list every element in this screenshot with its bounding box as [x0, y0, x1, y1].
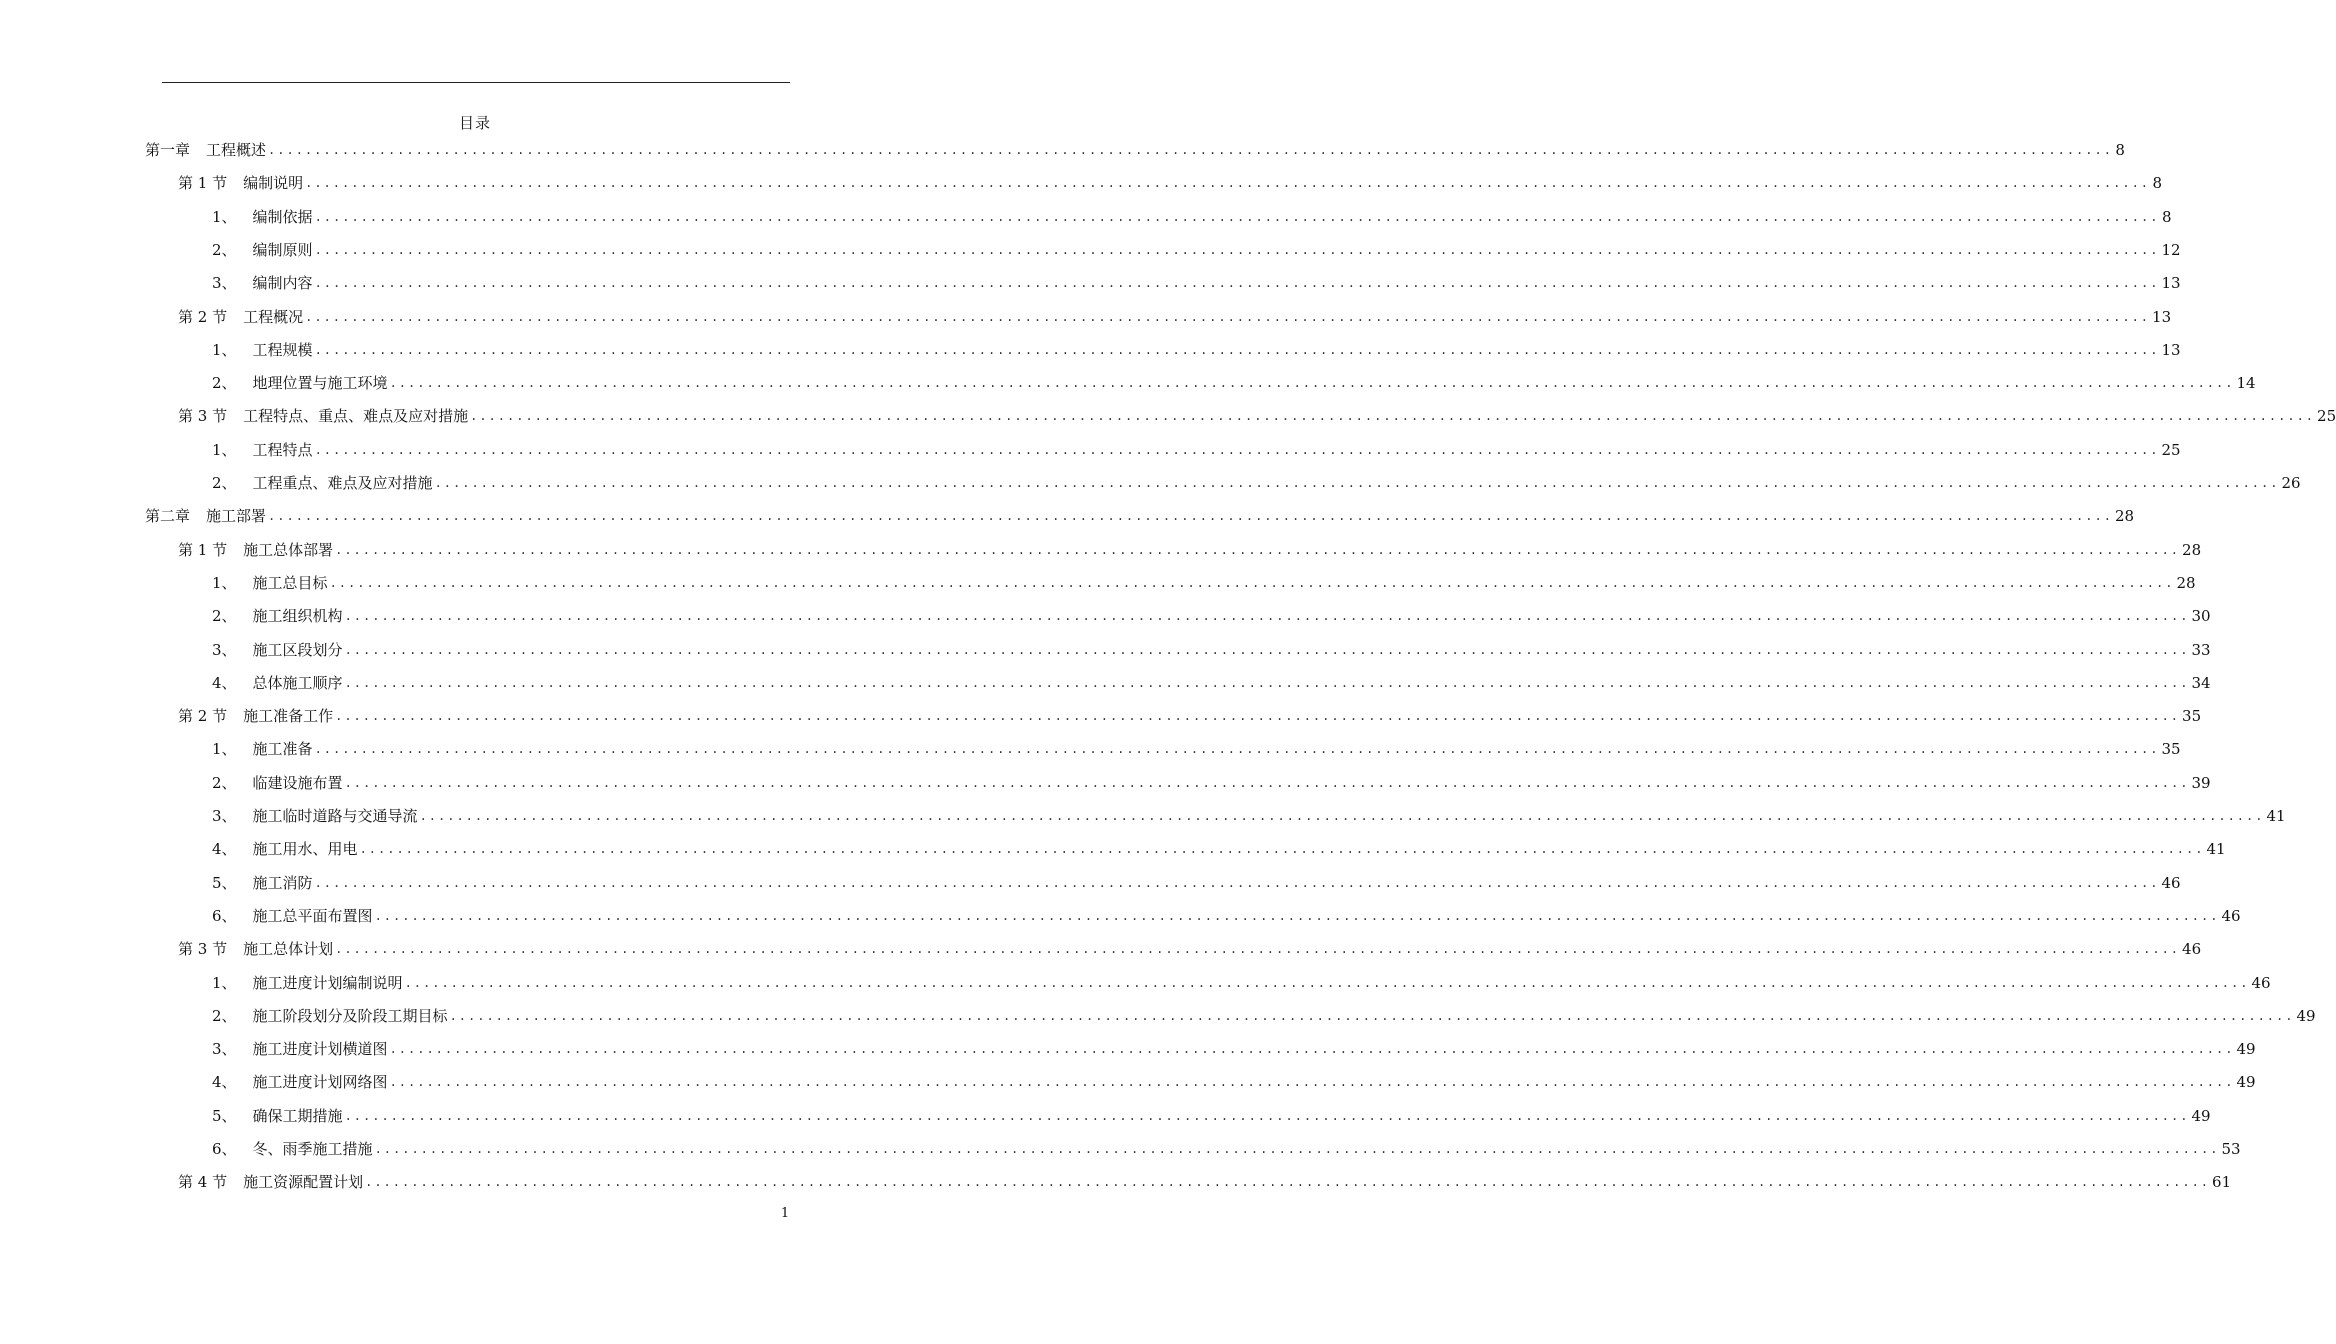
toc-entry-label: [212, 273, 315, 293]
toc-entry[interactable]: [212, 1131, 2241, 1159]
toc-entry-label: [212, 739, 315, 759]
toc-entry-number: 第 3 节: [178, 407, 228, 426]
toc-entry-number: 2、: [212, 374, 237, 393]
dot-leader: ........................................................................................................................................................................................................: [404, 975, 2250, 990]
toc-entry-label: [212, 873, 315, 893]
toc-entry-page: 25: [2161, 440, 2181, 459]
toc-entry-page: 8: [2152, 174, 2163, 193]
toc-entry-text: 确保工期措施: [252, 1106, 343, 1125]
toc-entry-number: 2、: [212, 474, 237, 492]
toc-entry-text: 施工阶段划分及阶段工期目标: [252, 1006, 448, 1025]
toc-entry-label: [212, 240, 315, 260]
toc-entry-number: 1、: [212, 340, 237, 359]
toc-entry[interactable]: [212, 365, 2256, 393]
toc-entry[interactable]: [178, 165, 2163, 193]
toc-entry-label: [178, 307, 305, 327]
toc-entry-text: 施工进度计划网络图: [252, 1073, 388, 1092]
toc-entry[interactable]: [178, 398, 2336, 426]
toc-entry-label: [212, 440, 315, 460]
toc-entry-page: 33: [2191, 640, 2211, 659]
toc-entry-number: 2、: [212, 773, 237, 792]
toc-entry-label: [212, 340, 315, 360]
toc-entry-number: 2、: [212, 1006, 237, 1025]
dot-leader: ........................................................................................................................................................................................................: [314, 342, 2160, 357]
toc-entry-number: 1、: [212, 207, 237, 226]
toc-entry-page: 8: [2115, 141, 2125, 159]
dot-leader: ........................................................................................................................................................................................................: [314, 742, 2160, 757]
dot-leader: ........................................................................................................................................................................................................: [389, 1042, 2235, 1057]
toc-entry-text: 工程特点: [252, 440, 313, 459]
toc-entry-text: 临建设施布置: [252, 773, 343, 792]
toc-entry-label: [212, 1039, 390, 1059]
toc-entry-page: 35: [2182, 707, 2202, 726]
toc-entry-text: 编制依据: [252, 207, 313, 226]
toc-entry-label: [212, 373, 390, 393]
page-number: 1: [780, 1206, 790, 1221]
toc-entry-text: 施工消防: [252, 873, 313, 892]
toc-entry-number: 2、: [212, 607, 237, 626]
toc-entry-page: 30: [2191, 607, 2211, 626]
toc-entry-label: [212, 1106, 345, 1126]
toc-entry-text: 编制说明: [243, 174, 304, 193]
dot-leader: ........................................................................................................................................................................................................: [419, 809, 2265, 823]
toc-entry-number: 第 2 节: [178, 307, 228, 326]
toc-entry-page: 12: [2161, 240, 2181, 259]
toc-entry-label: [212, 673, 345, 693]
toc-entry[interactable]: [212, 465, 2301, 493]
toc-entry-number: 3、: [212, 1040, 237, 1059]
toc-entry-label: [178, 406, 470, 426]
toc-entry[interactable]: [178, 532, 2202, 560]
toc-entry[interactable]: [212, 965, 2271, 993]
dot-leader: ........................................................................................................................................................................................................: [374, 1142, 2220, 1156]
dot-leader: ........................................................................................................................................................................................................: [344, 642, 2190, 657]
toc-entry-number: 6、: [212, 1140, 237, 1158]
dot-leader: ........................................................................................................................................................................................................: [344, 609, 2190, 624]
toc-entry-number: 5、: [212, 1106, 237, 1125]
dot-leader: ........................................................................................................................................................................................................: [470, 409, 2316, 424]
dot-leader: ........................................................................................................................................................................................................: [359, 842, 2205, 857]
toc-entry-page: 13: [2152, 307, 2172, 326]
toc-entry-page: 39: [2191, 773, 2211, 792]
dot-leader: ........................................................................................................................................................................................................: [305, 309, 2151, 324]
dot-leader: ........................................................................................................................................................................................................: [344, 675, 2190, 690]
toc-entry-number: 3、: [212, 640, 237, 659]
dot-leader: ........................................................................................................................................................................................................: [329, 575, 2175, 590]
toc-entry-number: 4、: [212, 840, 237, 859]
toc-entry-text: 施工临时道路与交通导流: [252, 807, 418, 825]
toc-entry-label: [178, 540, 335, 560]
dot-leader: ........................................................................................................................................................................................................: [389, 1075, 2235, 1090]
toc-entry-label: [212, 640, 345, 660]
toc-entry[interactable]: [178, 1164, 2232, 1192]
dot-leader: ........................................................................................................................................................................................................: [314, 276, 2160, 291]
page-title: 目录: [458, 114, 491, 132]
toc-entry-text: 施工总体部署: [243, 540, 334, 559]
toc-entry-page: 49: [2296, 1006, 2316, 1025]
toc-entry-number: 3、: [212, 274, 237, 293]
toc-entry[interactable]: [212, 598, 2211, 626]
dot-leader: ........................................................................................................................................................................................................: [335, 942, 2181, 957]
toc-entry-label: [178, 706, 335, 726]
toc-entry-number: 第 1 节: [178, 174, 228, 193]
toc-entry-text: 施工用水、用电: [252, 840, 358, 859]
toc-entry-page: 28: [2182, 540, 2202, 559]
toc-entry-page: 61: [2212, 1173, 2232, 1192]
header-rule: [162, 82, 790, 83]
toc-entry-page: 13: [2161, 274, 2181, 293]
toc-entry[interactable]: [212, 232, 2181, 260]
toc-entry-page: 46: [2221, 906, 2241, 925]
toc-entry[interactable]: [178, 698, 2202, 726]
toc-entry-number: 6、: [212, 906, 237, 925]
toc-entry-text: 施工准备: [252, 740, 313, 759]
toc-entry[interactable]: [212, 798, 2286, 826]
toc-entry-page: 35: [2161, 740, 2181, 759]
toc-entry-number: 5、: [212, 873, 237, 892]
toc-entry-text: 地理位置与施工环境: [252, 374, 388, 393]
toc-entry[interactable]: [178, 931, 2202, 959]
dot-leader: ........................................................................................................................................................................................................: [374, 908, 2220, 923]
toc-entry-page: 46: [2161, 873, 2181, 892]
toc-entry-label: [212, 1006, 450, 1026]
toc-entry-text: 施工组织机构: [252, 607, 343, 626]
toc-entry-number: 第 2 节: [178, 707, 228, 726]
toc-entry-page: 49: [2236, 1073, 2256, 1092]
toc-entry-text: 施工总平面布置图: [252, 906, 373, 925]
toc-entry[interactable]: [145, 498, 2135, 526]
toc-entry-page: 28: [2176, 573, 2196, 592]
toc-entry[interactable]: [212, 332, 2181, 360]
dot-leader: ........................................................................................................................................................................................................: [314, 442, 2160, 457]
toc-entry-label: [212, 606, 345, 626]
toc-entry-text: 工程特点、重点、难点及应对措施: [243, 407, 469, 426]
toc-entry-text: 冬、雨季施工措施: [252, 1140, 373, 1158]
toc-entry-number: 第 4 节: [178, 1173, 228, 1192]
toc-entry[interactable]: [212, 998, 2316, 1026]
toc-entry-label: [212, 973, 405, 993]
toc-entry-text: 编制原则: [252, 240, 313, 259]
dot-leader: ........................................................................................................................................................................................................: [314, 209, 2160, 224]
toc-entry-page: 34: [2191, 673, 2211, 692]
toc-entry[interactable]: [212, 731, 2181, 759]
toc-entry[interactable]: [212, 1098, 2211, 1126]
toc-entry-page: 13: [2161, 340, 2181, 359]
toc-entry-page: 25: [2317, 407, 2336, 426]
toc-entry-number: 2、: [212, 240, 237, 259]
toc-entry-number: 3、: [212, 807, 237, 825]
toc-entry-text: 施工区段划分: [252, 640, 343, 659]
toc-entry-label: [212, 1072, 390, 1092]
toc-entry-page: 49: [2236, 1040, 2256, 1059]
dot-leader: ........................................................................................................................................................................................................: [314, 875, 2160, 890]
toc-entry-number: 第一章: [145, 141, 191, 159]
toc-entry-number: 4、: [212, 1073, 237, 1092]
toc-entry-text: 编制内容: [252, 274, 313, 293]
toc-entry-label: [145, 506, 268, 526]
toc-entry-label: [212, 1139, 375, 1159]
toc-entry-number: 第 1 节: [178, 540, 228, 559]
toc-entry-text: 施工进度计划横道图: [252, 1040, 388, 1059]
dot-leader: ........................................................................................................................................................................................................: [449, 1008, 2295, 1023]
toc-entry[interactable]: [145, 132, 2125, 160]
toc-entry[interactable]: [178, 299, 2172, 327]
toc-entry[interactable]: [212, 632, 2211, 660]
toc-entry-page: 26: [2281, 474, 2301, 492]
toc-entry-text: 施工准备工作: [243, 707, 334, 726]
toc-entry-number: 1、: [212, 573, 237, 592]
toc-entry-page: 53: [2221, 1140, 2241, 1158]
toc-entry-page: 8: [2161, 207, 2172, 226]
toc-entry-page: 41: [2206, 840, 2226, 859]
toc-entry-page: 28: [2114, 507, 2135, 526]
toc-entry-text: 工程重点、难点及应对措施: [252, 474, 433, 492]
toc-entry-label: [212, 773, 345, 793]
toc-entry-label: [212, 573, 330, 593]
toc-entry-label: [178, 1172, 365, 1192]
toc-entry-number: 第 3 节: [178, 940, 228, 959]
toc-entry[interactable]: [212, 831, 2226, 859]
toc-entry-label: [212, 906, 375, 926]
toc-entry-number: 1、: [212, 440, 237, 459]
toc-entry-page: 49: [2191, 1106, 2211, 1125]
toc-entry-number: 1、: [212, 973, 237, 992]
toc-entry-number: 4、: [212, 673, 237, 692]
toc-entry-text: 施工进度计划编制说明: [252, 973, 403, 992]
dot-leader: ........................................................................................................................................................................................................: [314, 242, 2160, 257]
toc-entry-number: 第二章: [145, 507, 191, 526]
toc-entry[interactable]: [212, 665, 2211, 693]
toc-entry[interactable]: [212, 765, 2211, 793]
toc-entry-label: [145, 140, 268, 160]
dot-leader: ........................................................................................................................................................................................................: [268, 143, 2113, 157]
toc-entry-label: [178, 939, 335, 959]
toc-entry-page: 46: [2182, 940, 2202, 959]
toc-entry-text: 工程概况: [243, 307, 304, 326]
toc-entry-text: 施工总目标: [252, 573, 328, 592]
dot-leader: ........................................................................................................................................................................................................: [344, 775, 2190, 790]
toc-entry-label: [212, 473, 435, 493]
dot-leader: ........................................................................................................................................................................................................: [335, 709, 2181, 724]
toc-entry-label: [212, 806, 420, 826]
toc-entry-page: 46: [2251, 973, 2271, 992]
dot-leader: ........................................................................................................................................................................................................: [389, 376, 2235, 391]
dot-leader: ........................................................................................................................................................................................................: [335, 542, 2181, 557]
dot-leader: ........................................................................................................................................................................................................: [305, 176, 2151, 191]
toc-entry[interactable]: [212, 1064, 2256, 1092]
toc-entry-text: 施工资源配置计划: [243, 1173, 364, 1192]
dot-leader: ........................................................................................................................................................................................................: [434, 476, 2280, 490]
toc-entry-text: 工程规模: [252, 340, 313, 359]
dot-leader: ........................................................................................................................................................................................................: [268, 509, 2113, 524]
toc-entry-label: [212, 839, 360, 859]
toc-entry-page: 41: [2266, 807, 2286, 825]
toc-entry[interactable]: [212, 865, 2181, 893]
toc-entry-label: [178, 173, 305, 193]
toc-entry[interactable]: [212, 432, 2181, 460]
toc-entry-text: 施工部署: [206, 507, 267, 526]
toc-entry[interactable]: [212, 565, 2196, 593]
toc-entry-text: 施工总体计划: [243, 940, 334, 959]
toc-entry[interactable]: [212, 265, 2181, 293]
toc-entry-number: 1、: [212, 740, 237, 759]
toc-entry[interactable]: [212, 1031, 2256, 1059]
toc-entry[interactable]: [212, 898, 2241, 926]
toc-entry-label: [212, 207, 315, 227]
dot-leader: ........................................................................................................................................................................................................: [344, 1108, 2190, 1123]
toc-entry[interactable]: [212, 199, 2172, 227]
toc-entry-text: 工程概述: [206, 141, 267, 159]
toc-entry-page: 14: [2236, 374, 2256, 393]
toc-entry-text: 总体施工顺序: [252, 673, 343, 692]
dot-leader: ........................................................................................................................................................................................................: [365, 1175, 2211, 1190]
